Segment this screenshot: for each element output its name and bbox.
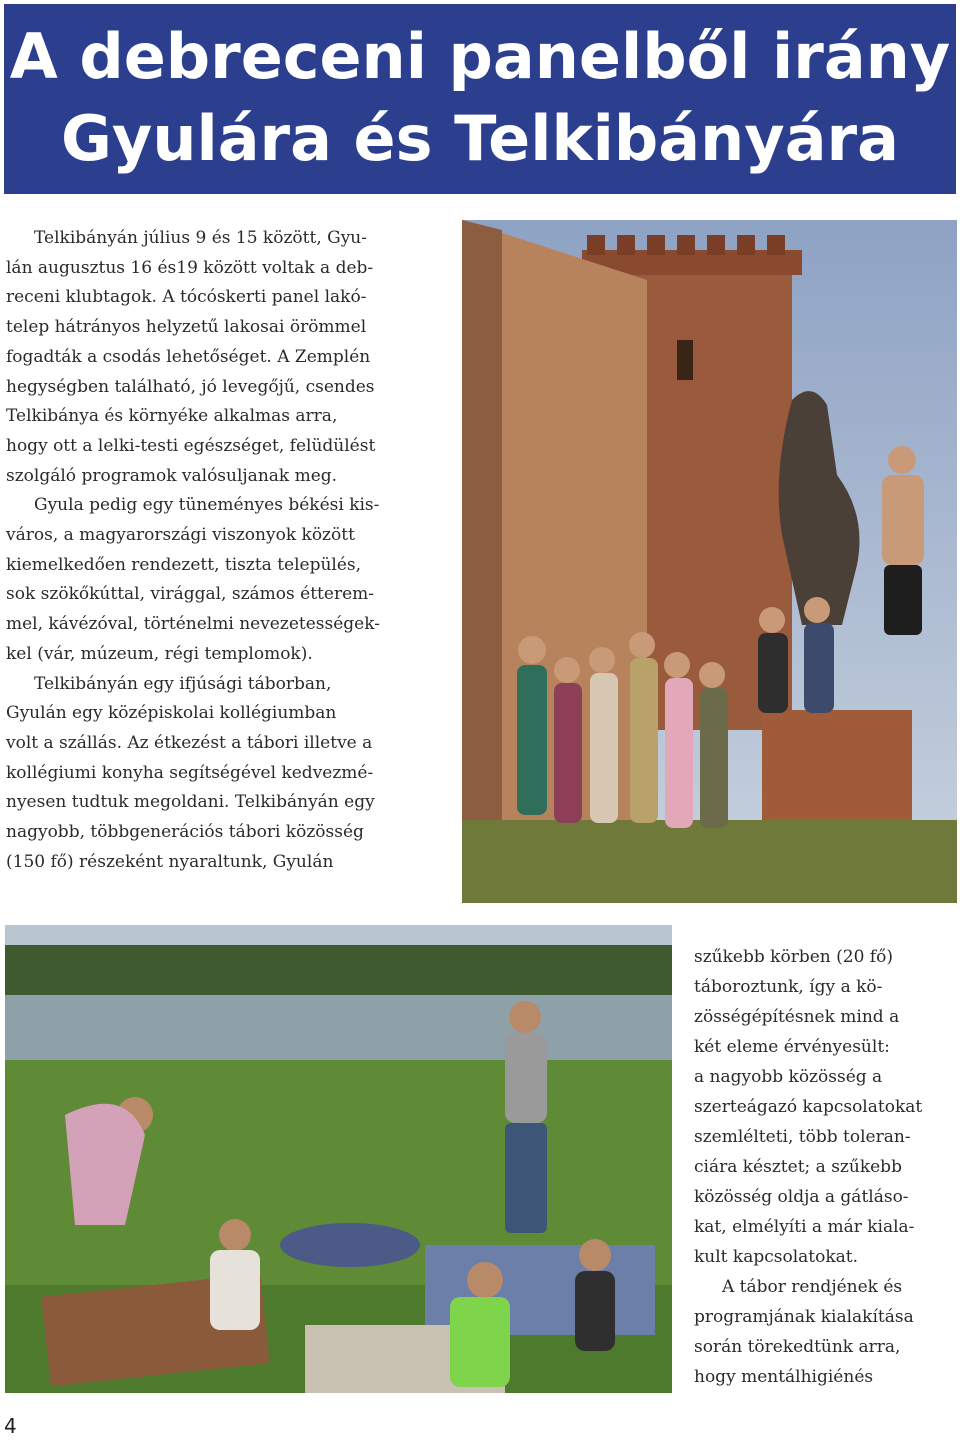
text-line: hegységben található, jó levegőjű, csendes <box>6 376 375 397</box>
headline-line-1: A debreceni panelből irány <box>9 20 951 93</box>
headline-line-2: Gyulára és Telkibányára <box>61 102 899 175</box>
text-line: ciára késztet; a szűkebb <box>694 1157 902 1177</box>
text-line: Telkibánya és környéke alkalmas arra, <box>6 406 338 427</box>
text-line: telep hátrányos helyzetű lakosai örömmel <box>6 317 367 338</box>
text-line: szemlélteti, több toleran- <box>694 1127 911 1147</box>
text-line: közösség oldja a gátláso- <box>694 1187 909 1207</box>
text-line: szolgáló programok valósuljanak meg. <box>6 465 338 486</box>
article-column-1 <box>6 224 446 877</box>
text-line: nagyobb, többgenerációs tábori közösség <box>6 822 364 843</box>
text-line: Gyula pedig egy tüneményes békési kis- <box>34 495 380 516</box>
text-line: város, a magyarországi viszonyok között <box>6 525 355 546</box>
text-line: során törekedtünk arra, <box>694 1337 901 1357</box>
text-line: kiemelkedően rendezett, tiszta település, <box>6 554 362 575</box>
text-line: nyesen tudtuk megoldani. Telkibányán egy <box>6 792 375 813</box>
text-line: sok szökőkúttal, virággal, számos étterem- <box>6 584 374 605</box>
text-line: Gyulán egy középiskolai kollégiumban <box>6 703 337 724</box>
castle-group-photo <box>462 220 957 903</box>
text-line: szerteágazó kapcsolatokat <box>694 1097 923 1117</box>
text-line: szűkebb körben (20 fő) <box>694 947 893 967</box>
article-column-2 <box>694 942 956 1392</box>
text-line: mel, kávézóval, történelmi nevezetességek- <box>6 614 380 635</box>
text-line: kollégiumi konyha segítségével kedvezmé- <box>6 762 374 783</box>
page-number: 4 <box>4 1414 17 1438</box>
text-line: táboroztunk, így a kö- <box>694 977 883 997</box>
text-line: a nagyobb közösség a <box>694 1067 883 1087</box>
lakeside-photo <box>5 925 672 1393</box>
text-line: lán augusztus 16 és19 között voltak a deb- <box>6 257 374 278</box>
text-line: kel (vár, múzeum, régi templomok). <box>6 643 313 664</box>
text-line: volt a szállás. Az étkezést a tábori illetve a <box>6 732 373 753</box>
text-line: két eleme érvényesült: <box>694 1037 890 1057</box>
text-line: Telkibányán július 9 és 15 között, Gyu- <box>34 228 368 248</box>
text-line: kat, elmélyíti a már kiala- <box>694 1217 915 1237</box>
text-line: A tábor rendjének és <box>722 1277 903 1297</box>
text-line: zösségépítésnek mind a <box>694 1007 900 1027</box>
title-banner <box>4 4 956 194</box>
text-line: receni klubtagok. A tócóskerti panel lakó- <box>6 287 367 308</box>
text-line: hogy mentálhigiénés <box>694 1367 874 1387</box>
castle-photo-illustration <box>462 220 957 903</box>
text-line: hogy ott a lelki-testi egészséget, felüdülést <box>6 435 376 456</box>
text-line: kult kapcsolatokat. <box>694 1247 859 1267</box>
text-line: Telkibányán egy ifjúsági táborban, <box>34 673 332 694</box>
text-line: fogadták a csodás lehetőséget. A Zemplén <box>6 346 371 367</box>
text-line: (150 fő) részeként nyaraltunk, Gyulán <box>6 851 334 872</box>
text-line: programjának kialakítása <box>694 1307 914 1327</box>
lakeside-photo-illustration <box>5 925 672 1393</box>
